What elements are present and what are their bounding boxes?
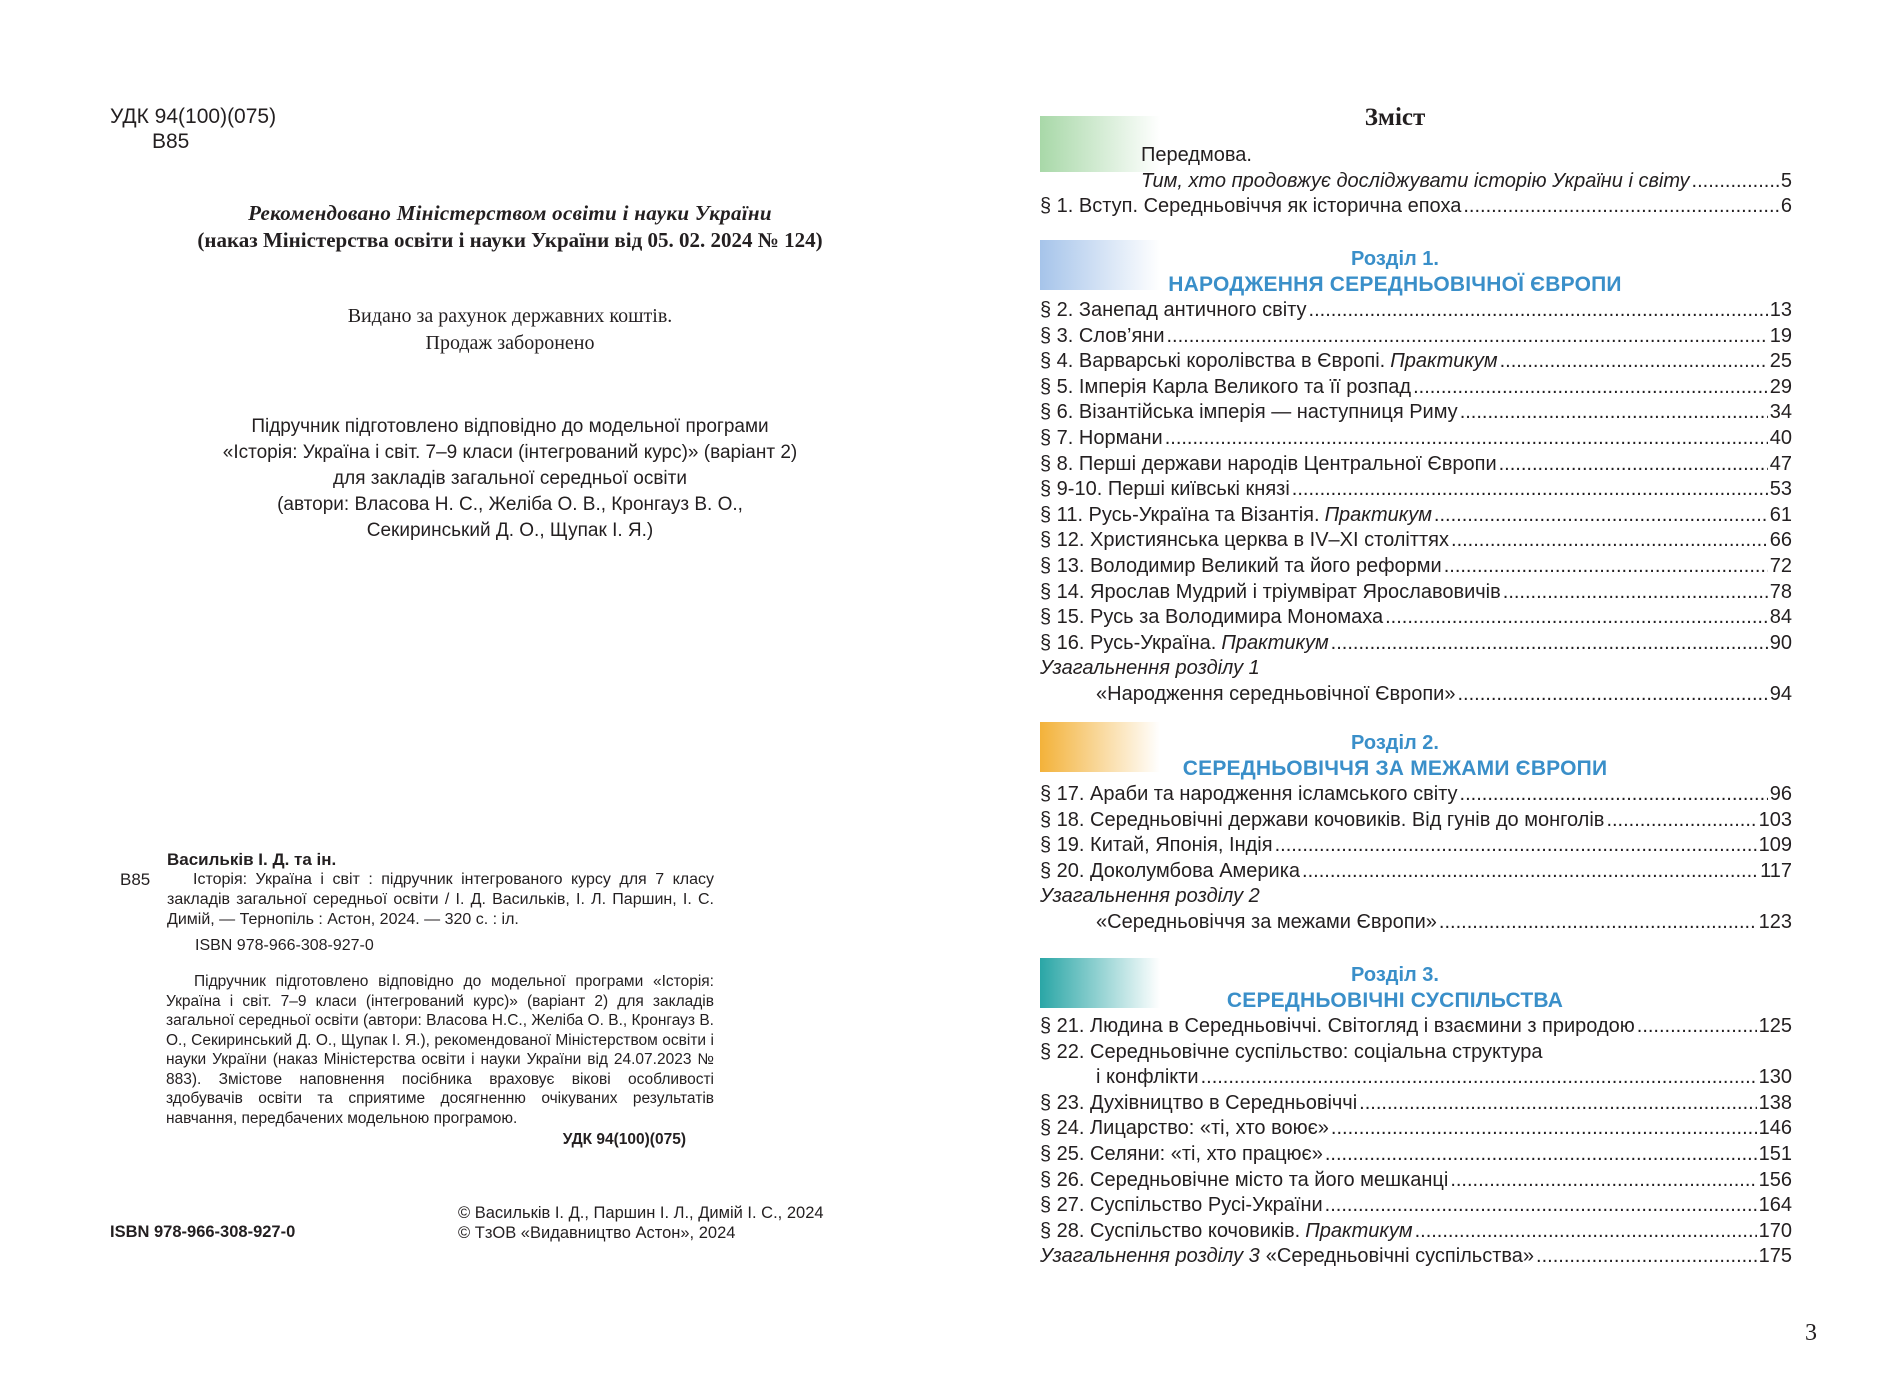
section-2-items (1040, 782, 1792, 884)
toc-row-practicum: Практикум (1305, 1219, 1413, 1242)
copyright-line-2: © ТзОВ «Видавництво Астон», 2024 (458, 1224, 736, 1242)
section-3-number: Розділ 3. (1351, 964, 1439, 986)
toc-row-text: § 9-10. Перші київські князі (1040, 478, 1290, 501)
program-note (0, 414, 1020, 544)
toc-row-page: 170 (1758, 1219, 1792, 1242)
toc-row (1040, 1065, 1792, 1091)
toc-leader (1413, 375, 1768, 401)
toc-intro (1040, 143, 1792, 220)
toc-row-page: 29 (1769, 375, 1792, 398)
toc-row (1040, 605, 1792, 631)
toc-leader (1325, 1193, 1757, 1219)
toc-row-text: § 17. Араби та народження ісламського світу (1040, 783, 1458, 805)
toc-leader (1606, 808, 1756, 834)
toc-row (1040, 1091, 1792, 1117)
toc-row-text: § 7. Нормани (1040, 426, 1163, 449)
section-1-name: НАРОДЖЕННЯ СЕРЕДНЬОВІЧНОЇ ЄВРОПИ (1168, 273, 1622, 296)
page-number: 3 (1805, 1320, 1817, 1346)
toc-row (1040, 1193, 1792, 1219)
section-3-name: СЕРЕДНЬОВІЧНІ СУСПІЛЬСТВА (1226, 989, 1564, 1012)
toc-leader (1359, 1091, 1756, 1117)
toc-row (1040, 554, 1792, 580)
toc-row-text: § 15. Русь за Володимира Мономаха (1040, 606, 1384, 629)
section-3-items (1040, 1091, 1792, 1245)
toc-row-text: § 19. Китай, Японія, Індія (1040, 834, 1273, 857)
udk-small: УДК 94(100)(075) (562, 1131, 686, 1148)
toc-row (1040, 452, 1792, 478)
toc-leader (1460, 400, 1768, 426)
toc-row-page: 5 (1780, 169, 1792, 192)
toc-row-page: 109 (1758, 834, 1792, 857)
toc-row-page: 130 (1758, 1066, 1792, 1089)
toc-row (1040, 1014, 1792, 1040)
program-line: Підручник підготовлено відповідно до модельної програми (251, 416, 769, 437)
toc-row (1040, 194, 1792, 220)
toc-row-page: 164 (1758, 1194, 1792, 1217)
toc-row-text: § 21. Людина в Середньовіччі. Світогляд і взаємини з природою (1040, 1015, 1635, 1037)
toc-row-text: § 12. Християнська церква в IV–XI століттях (1040, 529, 1450, 552)
toc-row-text: § 26. Середньовічне місто та його мешканці (1040, 1168, 1449, 1191)
toc-row-page: 146 (1758, 1117, 1792, 1140)
toc-leader (1460, 782, 1768, 808)
section-2-name: СЕРЕДНЬОВІЧЧЯ ЗА МЕЖАМИ ЄВРОПИ (1182, 757, 1608, 780)
toc-leader (1331, 1116, 1757, 1142)
toc-leader (1325, 1142, 1757, 1168)
toc-row-page: 94 (1769, 682, 1792, 705)
toc-row-page: 125 (1758, 1015, 1792, 1037)
toc-row-page: 66 (1769, 529, 1792, 552)
toc-row-text: § 18. Середньовічні держави кочовиків. Від гунів до монголів (1040, 808, 1605, 831)
toc-preface: Передмова. (1141, 144, 1252, 166)
toc-row-text: § 22. Середньовічне суспільство: соціальна структура (1040, 1040, 1543, 1063)
toc-row-page: 96 (1769, 783, 1792, 805)
toc-row-practicum: Практикум (1390, 350, 1498, 373)
recommendation-block (0, 200, 1020, 254)
toc-leader (1275, 833, 1757, 859)
biblio-code: В85 (120, 870, 151, 889)
toc-row-page: 40 (1769, 426, 1792, 449)
toc-section-3 (1040, 962, 1792, 1270)
toc-row (1040, 833, 1792, 859)
toc-row-page: 90 (1769, 631, 1792, 654)
program-line: для закладів загальної середньої освіти (333, 468, 687, 489)
section-2-number: Розділ 2. (1351, 732, 1439, 754)
toc-leader (1500, 349, 1768, 375)
funding-note (0, 303, 1020, 357)
toc-row (1040, 910, 1792, 936)
annotation: Підручник підготовлено відповідно до модельної програми «Історія: Україна і світ. 7–9 класи (інтегрований курс)» (варіант 2) для закладів загальної середньої освіти (автори: Власова Н.С., Желіба О. В., Кронгауз В. О., Секиринський Д. О., Щупак І. Я.), рекомендованої Міністерством освіти і науки України (наказ Міністерства освіти і науки України від 24.07.2023 № 883). Змістове наповнення посібника враховує вікові особливості здобувачів освіти та сприятиме досягненню очікуваних результатів навчання, передбачених модельною програмою. (166, 973, 714, 1127)
copyright-block (458, 1203, 824, 1243)
toc-leader (1503, 580, 1768, 606)
toc-row-page: 25 (1769, 350, 1792, 373)
toc-leader (1450, 1168, 1756, 1194)
toc-leader (1385, 605, 1768, 631)
section-1-summary-label: Узагальнення розділу 1 (1040, 657, 1260, 680)
section-2-heading (1040, 730, 1750, 782)
funding-line-2: Продаж заборонено (425, 332, 595, 354)
toc-leader (1451, 528, 1768, 554)
bibliographic-record (120, 850, 714, 1150)
toc-row-text: § 5. Імперія Карла Великого та її розпад (1040, 375, 1412, 398)
toc-row-text: § 20. Доколумбова Америка (1040, 859, 1301, 882)
toc-row (1040, 298, 1792, 324)
section-1-number: Розділ 1. (1351, 248, 1439, 270)
toc-row-page: 19 (1769, 324, 1792, 347)
biblio-description: Історія: Україна і світ : підручник інтегрованого курсу для 7 класу закладів загальної середньої освіти / І. Д. Васильків, І. Л. Паршин, І. С. Димій, — Тернопіль : Астон, 2024. — 320 с. : іл. (167, 871, 714, 928)
toc-leader (1637, 1014, 1757, 1040)
toc-leader (1692, 169, 1779, 195)
toc-leader (1463, 194, 1779, 220)
toc-section-2 (1040, 730, 1792, 936)
toc-row-text: § 2. Занепад античного світу (1040, 299, 1307, 321)
toc-row-text: § 4. Варварські королівства в Європі. (1040, 350, 1386, 373)
toc-title: Зміст (1364, 104, 1426, 131)
toc-row-text: § 27. Суспільство Русі-України (1040, 1194, 1323, 1217)
toc-row-text: § 23. Духівництво в Середньовіччі (1040, 1091, 1358, 1114)
section-3-summary-label: Узагальнення розділу 3 (1040, 1245, 1260, 1268)
toc-row-page: 78 (1769, 580, 1792, 603)
toc-row-page: 84 (1769, 606, 1792, 629)
toc-leader (1444, 554, 1768, 580)
udk-code: УДК 94(100)(075) (110, 105, 277, 128)
toc-row-page: 103 (1758, 808, 1792, 831)
toc-row-text: «Народження середньовічної Європи» (1096, 682, 1456, 705)
section-3-heading (1040, 962, 1750, 1014)
toc-leader (1292, 477, 1768, 503)
toc-row-page: 72 (1769, 554, 1792, 577)
funding-line-1: Видано за рахунок державних коштів. (347, 305, 673, 327)
toc-leader (1302, 859, 1758, 885)
toc-row-text: § 1. Вступ. Середньовіччя як історична епоха (1040, 195, 1462, 218)
toc-row (1040, 503, 1792, 529)
recommendation-line-1: Рекомендовано Міністерством освіти і науки України (248, 201, 772, 225)
toc-row (1040, 375, 1792, 401)
toc-row (1040, 324, 1792, 350)
toc-row-page: 175 (1758, 1245, 1792, 1268)
recommendation-line-2: (наказ Міністерства освіти і науки України від 05. 02. 2024 № 124) (197, 228, 823, 252)
toc-row-text: § 8. Перші держави народів Центральної Європи (1040, 452, 1497, 475)
toc-leader (1201, 1065, 1757, 1091)
toc-row-page: 61 (1769, 503, 1792, 526)
author-mark: В85 (152, 130, 190, 153)
program-line: (автори: Власова Н. С., Желіба О. В., Кронгауз В. О., (277, 494, 743, 515)
toc-row (1040, 1244, 1792, 1270)
toc-row-text: § 11. Русь-Україна та Візантія. (1040, 503, 1320, 526)
toc-leader (1434, 503, 1768, 529)
toc-row-text: «Середньовічні суспільства» (1265, 1245, 1535, 1268)
toc-row-page: 138 (1758, 1091, 1792, 1114)
toc-row-practicum: Практикум (1221, 631, 1329, 654)
toc-row (1040, 1219, 1792, 1245)
toc-row (1040, 426, 1792, 452)
toc-row (1040, 1168, 1792, 1194)
toc-row-page: 13 (1769, 299, 1792, 321)
toc-leader (1165, 426, 1768, 452)
program-line: Секиринський Д. О., Щупак І. Я.) (366, 520, 654, 541)
toc-leader (1309, 298, 1768, 324)
biblio-author: Васильків І. Д. та ін. (167, 850, 337, 869)
toc-row-text: § 13. Володимир Великий та його реформи (1040, 554, 1442, 577)
toc-row (1040, 682, 1792, 708)
toc-row-practicum: Практикум (1324, 503, 1432, 526)
toc-row (1040, 477, 1792, 503)
program-line: «Історія: Україна і світ. 7–9 класи (інтегрований курс)» (варіант 2) (222, 442, 798, 463)
toc-leader (1536, 1244, 1757, 1270)
toc-row (1040, 400, 1792, 426)
toc-row-text: і конфлікти (1096, 1066, 1199, 1089)
toc-row-page: 156 (1758, 1168, 1792, 1191)
toc-row (1040, 528, 1792, 554)
toc-leader (1457, 682, 1767, 708)
toc-row-page: 53 (1769, 478, 1792, 501)
toc-row-page: 34 (1769, 401, 1792, 424)
toc-leader (1439, 910, 1757, 936)
toc-row (1040, 1142, 1792, 1168)
toc-leader (1415, 1219, 1757, 1245)
isbn-bold: ISBN 978-966-308-927-0 (110, 1223, 296, 1241)
toc-row (1040, 859, 1792, 885)
toc-row (1040, 782, 1792, 808)
toc-row (1040, 808, 1792, 834)
toc-row-text: § 28. Суспільство кочовиків. (1040, 1219, 1301, 1242)
toc-row-text: Тим, хто продовжує досліджувати історію України і світу (1141, 169, 1690, 192)
toc-row-page: 6 (1780, 195, 1792, 218)
toc-row-page: 123 (1758, 910, 1792, 933)
copyright-line-1: © Васильків І. Д., Паршин І. Л., Димій І. С., 2024 (458, 1204, 824, 1222)
section-1-heading (1040, 246, 1750, 298)
toc-row-text: § 6. Візантійська імперія — наступниця Риму (1040, 401, 1458, 424)
toc-row-text: § 14. Ярослав Мудрий і тріумвірат Ярославовичів (1040, 580, 1501, 603)
toc-row-text: «Середньовіччя за межами Європи» (1096, 910, 1437, 933)
toc-section-1 (1040, 246, 1792, 708)
section-1-items (1040, 298, 1792, 656)
toc-row-page: 47 (1769, 452, 1792, 475)
toc-leader (1167, 324, 1768, 350)
toc-leader (1499, 452, 1768, 478)
toc-row-text: § 16. Русь-Україна. (1040, 631, 1217, 654)
toc-row-page: 151 (1758, 1142, 1792, 1165)
toc-row-text: § 25. Селяни: «ті, хто працює» (1040, 1142, 1323, 1165)
toc-row-text: § 24. Лицарство: «ті, хто воює» (1040, 1117, 1329, 1140)
toc-row (1040, 349, 1792, 375)
toc-leader (1331, 631, 1768, 657)
toc-row (1040, 1116, 1792, 1142)
toc-row (1040, 631, 1792, 657)
toc-row (1040, 580, 1792, 606)
toc-row-page: 117 (1760, 859, 1792, 882)
toc-row-text: § 3. Слов’яни (1040, 324, 1165, 347)
biblio-main-row (120, 870, 714, 930)
section-2-summary-label: Узагальнення розділу 2 (1040, 885, 1260, 908)
biblio-isbn: ISBN 978-966-308-927-0 (195, 937, 374, 954)
udk-block (110, 104, 276, 154)
toc-row (1040, 169, 1792, 195)
